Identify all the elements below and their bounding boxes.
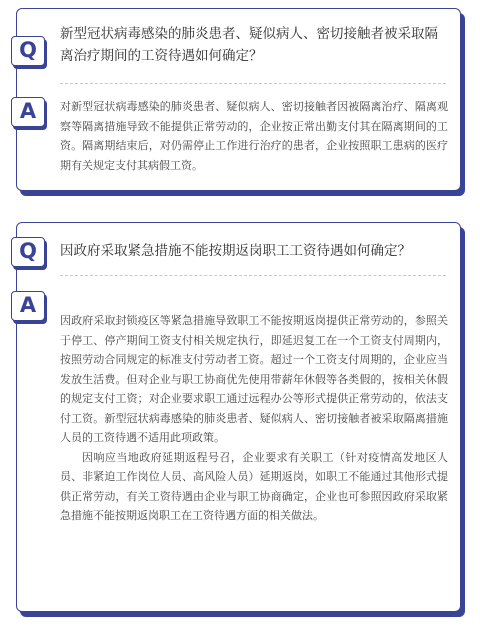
answer-text [60,97,448,175]
answer-badge: A [11,97,45,127]
dashed-divider [60,275,446,276]
dashed-divider [60,83,446,84]
answer-paragraph: 对新型冠状病毒感染的肺炎患者、疑似病人、密切接触者因被隔离治疗、隔离观察等隔离措施导致不能提供正常劳动的，企业按正常出勤支付其在隔离期间的工资。隔离期结束后，对仍需停止工作进行治疗的患者，企业按照职工患病的医疗期有关规定支付其病假工资。 [60,100,448,172]
question-badge: Q [11,237,45,267]
answer-paragraph: 因政府采取封锁疫区等紧急措施导致职工不能按期返岗提供正常劳动的，参照关于停工、停产期间工资支付相关规定执行，即延迟复工在一个工资支付周期内，按照劳动合同规定的标准支付劳动者工资。超过一个工资支付周期的，企业应当发放生活费。但对企业与职工协商优先使用带薪年休假等各类假的，按相关休假的规定支付工资；对企业要求职工通过远程办公等形式提供正常劳动的，依法支付工资。新型冠状病毒感染的肺炎患者、疑似病人、密切接触者被采取隔离措施人员的工资待遇不适用此项政策。 [60,314,448,444]
answer-paragraph: 因响应当地政府延期返程号召，企业要求有关职工（针对疫情高发地区人员、非紧迫工作岗位人员、高风险人员）延期返岗，如职工不能通过其他形式提供正常劳动，有关工资待遇由企业与职工协商确定，企业也可参照因政府采取紧急措施不能按期返岗职工在工资待遇方面的相关做法。 [60,450,448,522]
answer-badge: A [11,291,45,321]
question-text: 新型冠状病毒感染的肺炎患者、疑似病人、密切接触者被采取隔离治疗期间的工资待遇如何确定？ [60,26,438,64]
qa-card-2 [16,222,461,612]
question-text: 因政府采取紧急措施不能按期返岗职工工资待遇如何确定？ [60,243,411,259]
question-badge: Q [11,36,45,66]
qa-card-1 [16,8,461,191]
answer-text [60,311,448,526]
